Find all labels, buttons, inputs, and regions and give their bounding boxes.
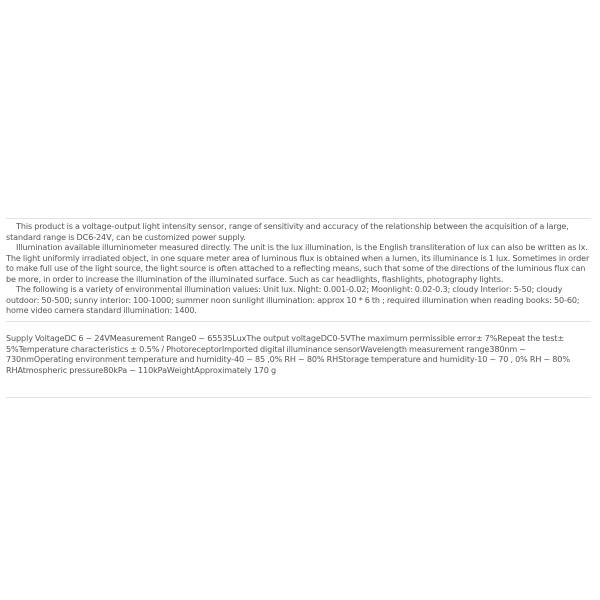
description-paragraph-1: This product is a voltage-output light intensity sensor, range of sensitivity and accuracy of the relationship between the acquisition of a large, standard range is DC6-24V, can be customized power supply. [6, 221, 569, 242]
specifications-text: Supply VoltageDC 6 ~ 24VMeasurement Range0 ~ 65535LuxThe output voltageDC0-5VThe maximum permissible error± 7%Repeat the test± 5%Temperature characteristics ± 0.5% / PhotoreceptorImported digital illuminance sensorWavelength measurement range380nm ~ 730nmOperating environment temperature and humidity-40 ~ 85 ,0% RH ~ 80% RHStorage temperature and humidity-10 ~ 70 , 0% RH ~ 80% RHAtmospheric pressure80kPa ~ 110kPaWeightApproximately 170 g [6, 333, 570, 375]
description-paragraph-2: Illumination available illuminometer measured directly. The unit is the lux illumination, is the English transliteration of lux can also be written as lx. The light uniformly irradiated object, in one square meter area of luminous flux is obtained when a lumen, its illuminance is 1 lux. Sometimes in order to make full use of the light source, the light source is often attached to a reflecting means, such that some of the directions of the luminous flux can be more, in order to increase the illumination of the illuminated surface. Such as car headlights, flashlights, photography lights. [6, 242, 590, 284]
description-paragraph-3: The following is a variety of environmental illumination values: Unit lux. Night: 0.001-0.02; Moonlight: 0.02-0.3; cloudy Interior: 5-50; cloudy outdoor: 50-500; sunny interior: 100-1000; summer noon sunlight illumination: approx 10 * 6 th ; required illumination when reading books: 50-60; home video camera standard illumination: 1400. [6, 284, 580, 315]
top-divider [6, 218, 591, 219]
product-description [6, 221, 591, 316]
middle-divider [6, 321, 591, 322]
bottom-divider [6, 397, 591, 398]
product-specifications [6, 333, 591, 375]
